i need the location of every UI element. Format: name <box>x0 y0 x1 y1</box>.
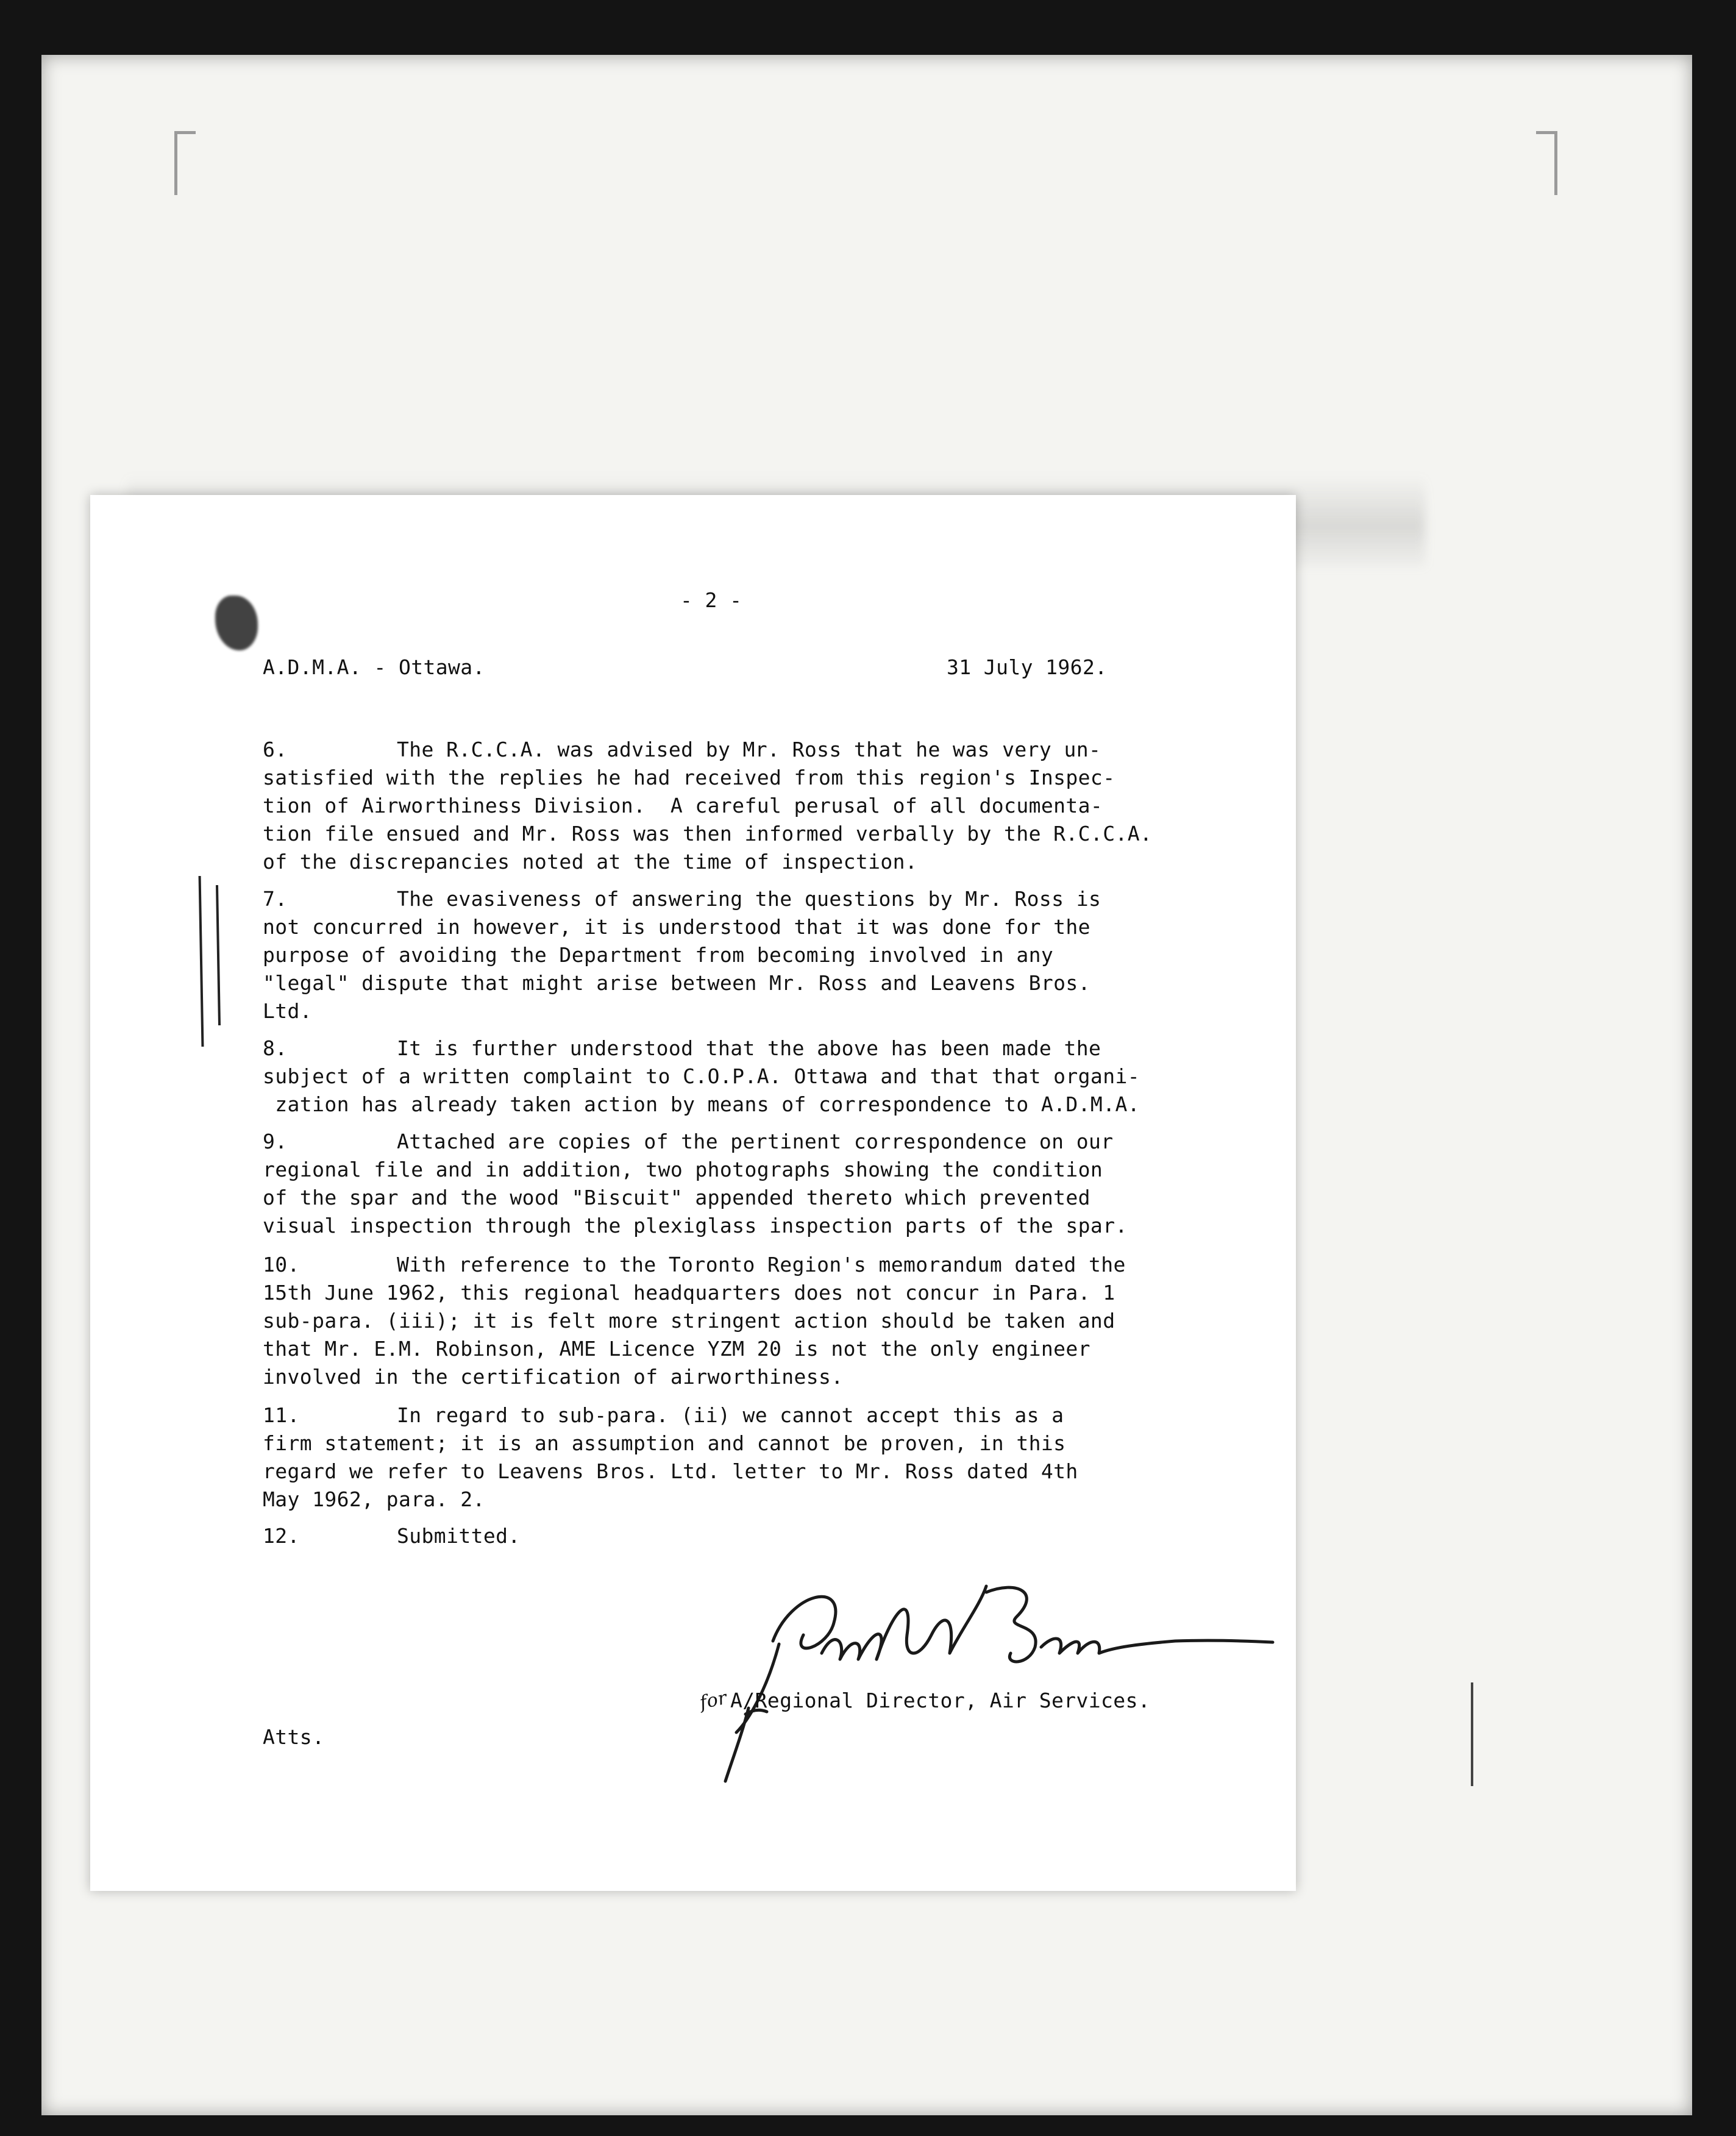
paragraph-11 <box>263 1401 1078 1514</box>
paragraph-line: "legal" dispute that might arise between Mr. Ross and Leavens Bros. <box>263 971 1090 995</box>
paragraph-10 <box>263 1251 1126 1391</box>
paragraph-line: In regard to sub-para. (ii) we cannot accept this as a <box>397 1403 1064 1427</box>
crop-mark-top-right <box>1536 131 1557 195</box>
paragraph-line: satisfied with the replies he had received from this region's Inspec- <box>263 766 1115 789</box>
paragraph-line: tion of Airworthiness Division. A careful perusal of all documenta- <box>263 794 1103 817</box>
signature-prefix: for <box>697 1687 729 1714</box>
paragraph-line: Ltd. <box>263 999 313 1023</box>
paragraph-line: It is further understood that the above has been made the <box>397 1036 1101 1060</box>
paragraph-6 <box>263 736 1152 876</box>
paragraph-line: visual inspection through the plexiglass inspection parts of the spar. <box>263 1214 1128 1237</box>
paragraph-line: purpose of avoiding the Department from becoming involved in any <box>263 943 1054 967</box>
paragraph-line: regard we refer to Leavens Bros. Ltd. letter to Mr. Ross dated 4th <box>263 1459 1078 1483</box>
paragraph-line: involved in the certification of airworthiness. <box>263 1365 844 1389</box>
paragraph-line: zation has already taken action by means of correspondence to A.D.M.A. <box>263 1092 1140 1116</box>
paragraph-9 <box>263 1128 1128 1240</box>
paragraph-line: that Mr. E.M. Robinson, AME Licence YZM 20 is not the only engineer <box>263 1337 1090 1361</box>
film-edge-mark <box>1471 1682 1473 1786</box>
paragraph-number: 6. <box>263 738 288 761</box>
paragraph-line: Submitted. <box>397 1524 521 1548</box>
handwritten-signature <box>590 1568 1291 1800</box>
attachments-note: Atts. <box>263 1725 325 1749</box>
paragraph-line: The evasiveness of answering the questions by Mr. Ross is <box>397 887 1101 911</box>
paragraph-number: 8. <box>263 1036 288 1060</box>
paragraph-number: 12. <box>263 1524 300 1548</box>
paragraph-line: sub-para. (iii); it is felt more stringent action should be taken and <box>263 1309 1115 1333</box>
paragraph-number: 9. <box>263 1130 288 1153</box>
paragraph-number: 7. <box>263 887 288 911</box>
paragraph-line: 15th June 1962, this regional headquarters does not concur in Para. 1 <box>263 1281 1115 1305</box>
paragraph-number: 11. <box>263 1403 300 1427</box>
paragraph-line: tion file ensued and Mr. Ross was then informed verbally by the R.C.C.A. <box>263 822 1153 846</box>
paragraph-line: regional file and in addition, two photographs showing the condition <box>263 1158 1103 1181</box>
paragraph-line: subject of a written complaint to C.O.P.A. Ottawa and that that organi- <box>263 1064 1140 1088</box>
ink-blot <box>215 596 258 650</box>
page-number: - 2 - <box>680 588 742 612</box>
paragraph-line: Attached are copies of the pertinent correspondence on our <box>397 1130 1114 1153</box>
paragraph-7 <box>263 885 1101 1025</box>
letter-date: 31 July 1962. <box>947 655 1108 679</box>
margin-mark <box>216 885 221 1025</box>
paragraph-12 <box>263 1522 521 1550</box>
paragraph-line: May 1962, para. 2. <box>263 1487 485 1511</box>
paragraph-number: 10. <box>263 1253 300 1276</box>
paragraph-line: of the discrepancies noted at the time of inspection. <box>263 850 918 874</box>
paragraph-line: With reference to the Toronto Region's memorandum dated the <box>397 1253 1126 1276</box>
paragraph-line: of the spar and the wood "Biscuit" appended thereto which prevented <box>263 1186 1090 1209</box>
addressee: A.D.M.A. - Ottawa. <box>263 655 485 679</box>
margin-mark <box>199 876 204 1047</box>
paragraph-line: The R.C.C.A. was advised by Mr. Ross that he was very un- <box>397 738 1101 761</box>
paragraph-8 <box>263 1034 1140 1119</box>
paragraph-line: not concurred in however, it is understood that it was done for the <box>263 915 1090 939</box>
signatory-title: A/Regional Director, Air Services. <box>730 1689 1151 1712</box>
letter-page <box>90 495 1296 1891</box>
paragraph-line: firm statement; it is an assumption and cannot be proven, in this <box>263 1431 1066 1455</box>
crop-mark-top-left <box>174 131 196 195</box>
